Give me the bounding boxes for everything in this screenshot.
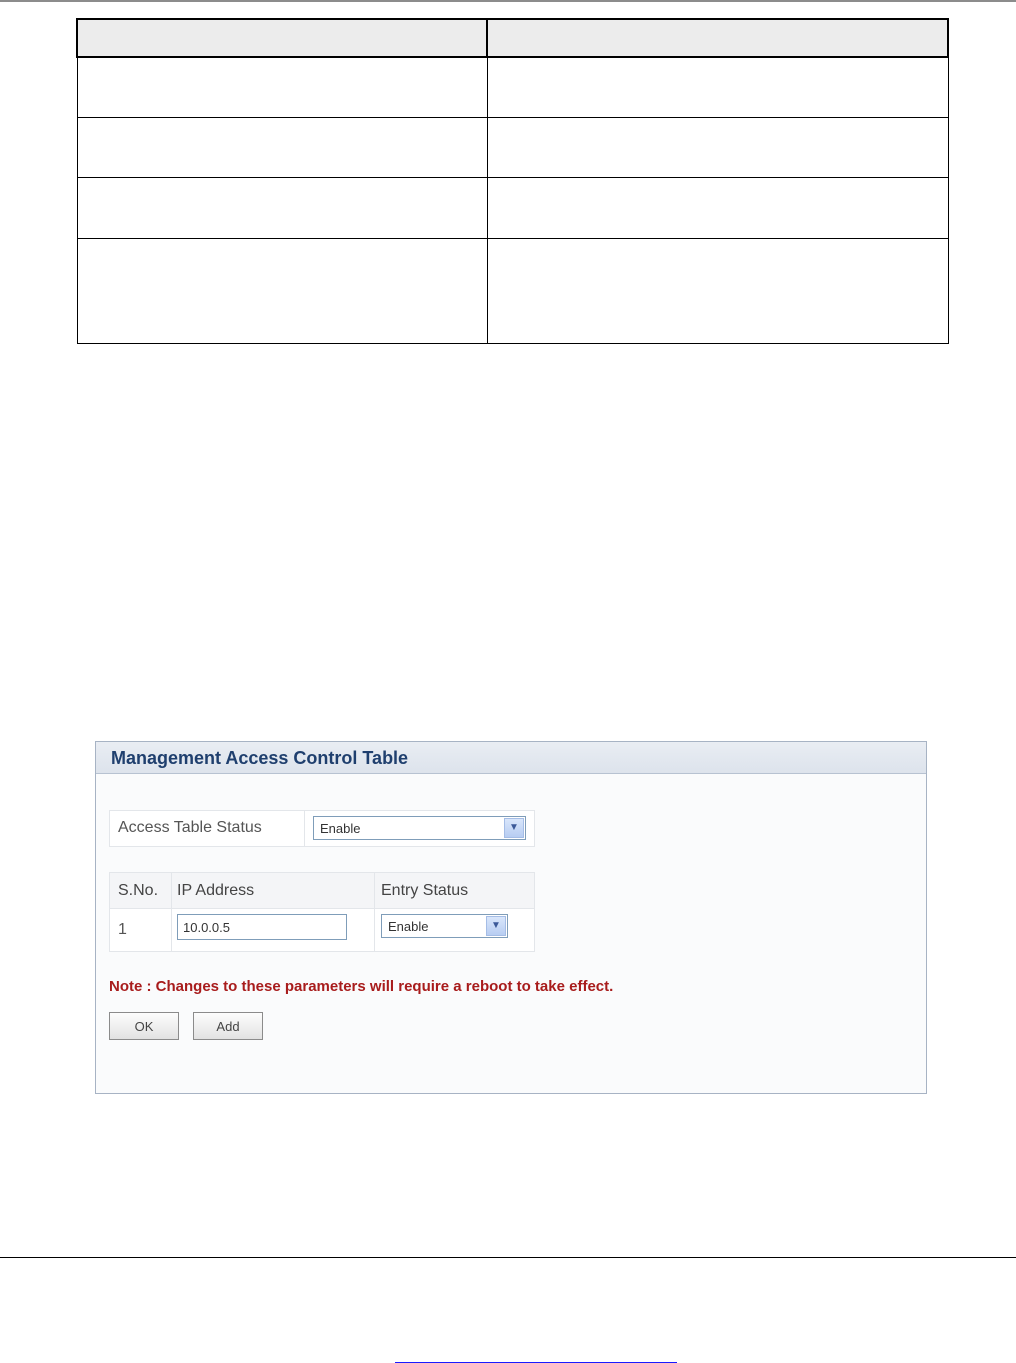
access-table-status-select[interactable]: Enable ▼ [313, 816, 526, 840]
table-row [77, 118, 948, 178]
parameter-table [76, 18, 949, 344]
ok-button[interactable]: OK [109, 1012, 179, 1040]
access-table-status-label: Access Table Status [118, 819, 262, 836]
panel-title: Management Access Control Table [111, 748, 409, 768]
entry-table [109, 872, 535, 952]
panel-header [96, 742, 926, 774]
reboot-note: Note : Changes to these parameters will require a reboot to take effect. [109, 978, 614, 995]
add-button[interactable]: Add [193, 1012, 263, 1040]
footer-rule [0, 1257, 1016, 1258]
header-cell-1 [77, 19, 487, 57]
entry-status-select[interactable]: Enable ▼ [381, 914, 508, 938]
col-header-sno: S.No. [118, 882, 159, 899]
header-cell-2 [487, 19, 948, 57]
table-row [77, 57, 948, 118]
entry-table-header [110, 873, 534, 909]
col-header-entry-status: Entry Status [381, 882, 469, 899]
top-rule [0, 0, 1016, 2]
chevron-down-icon: ▼ [504, 818, 524, 838]
management-access-control-panel [95, 741, 927, 1094]
table-row [77, 238, 948, 343]
access-table-status-row [109, 810, 535, 847]
table-row [77, 178, 948, 238]
chevron-down-icon: ▼ [486, 916, 506, 936]
row-sno: 1 [118, 921, 127, 938]
col-header-ip-address: IP Address [177, 882, 255, 899]
parameter-table-header [77, 19, 948, 57]
ip-address-input[interactable]: 10.0.0.5 [177, 914, 347, 940]
